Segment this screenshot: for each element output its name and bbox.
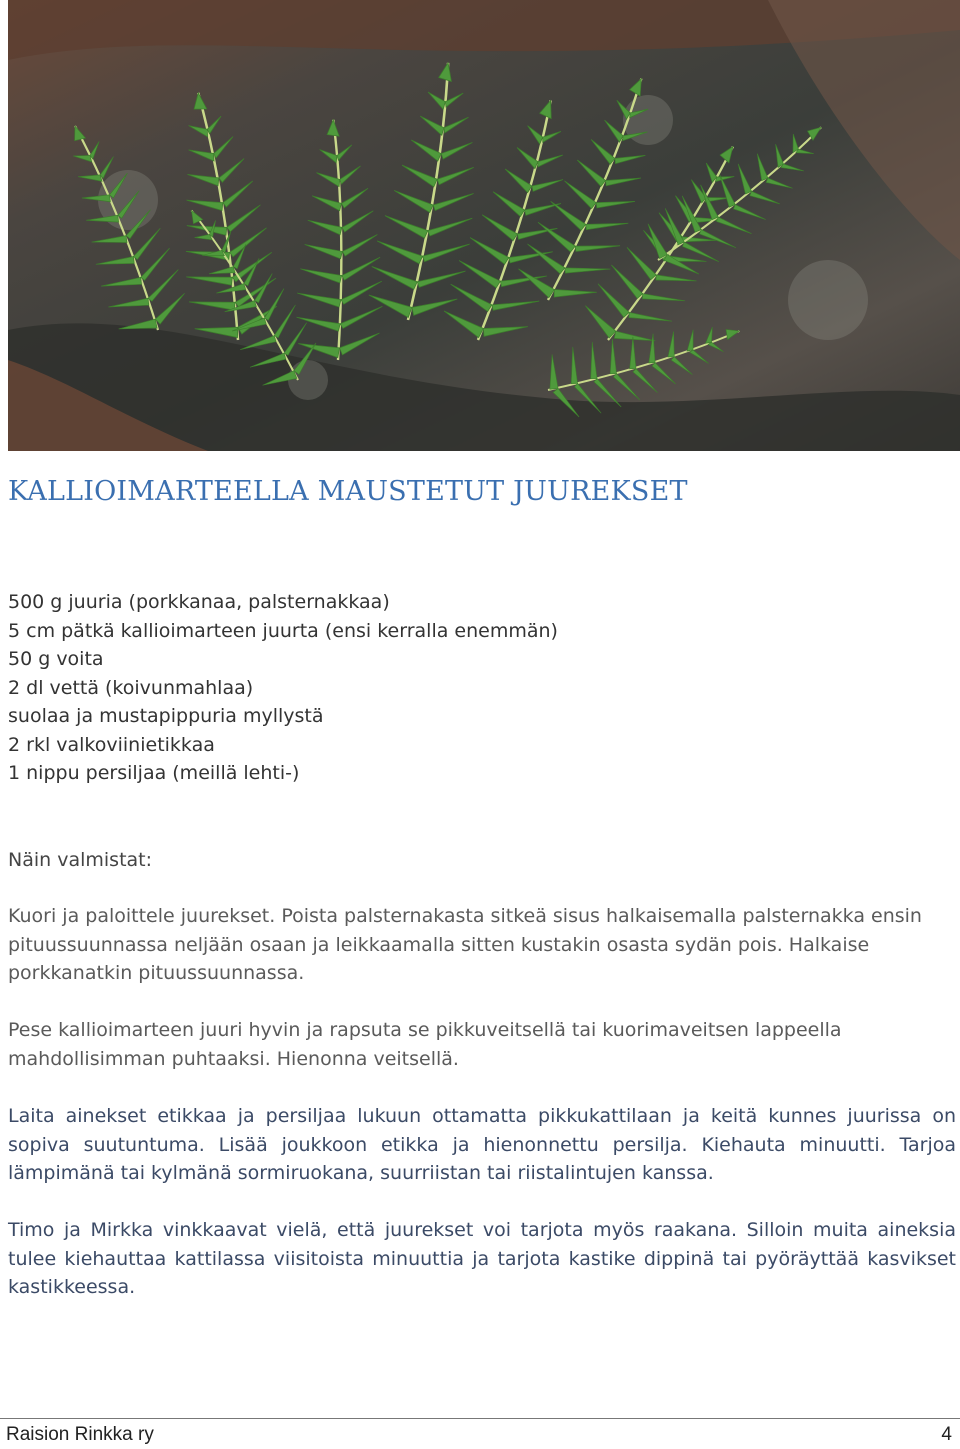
instruction-step: Timo ja Mirkka vinkkaavat vielä, että juurekset voi tarjota myös raakana. Silloin muita aineksia tulee kiehauttaa kattilassa viisitoista minuuttia ja tarjota kastike dippinä tai pyöräyttää kasvikset kastikkeessa. xyxy=(8,1219,956,1298)
ingredient-item: 2 rkl valkoviinietikkaa xyxy=(8,733,215,756)
ingredient-item: 50 g voita xyxy=(8,648,104,670)
page-footer xyxy=(0,1418,960,1449)
instructions-heading: Näin valmistat: xyxy=(8,849,153,871)
fern-photo-graphic xyxy=(8,0,960,451)
page-number: 4 xyxy=(941,1424,952,1445)
footer-organization: Raision Rinkka ry xyxy=(6,1424,154,1445)
fern-photo xyxy=(8,0,960,451)
ingredient-item: 1 nippu persiljaa (meillä lehti-) xyxy=(8,762,300,784)
ingredient-item: 5 cm pätkä kallioimarteen juurta (ensi kerralla enemmän) xyxy=(8,619,558,642)
ingredient-item: 2 dl vettä (koivunmahlaa) xyxy=(8,676,254,699)
instruction-step: Pese kallioimarteen juuri hyvin ja rapsuta se pikkuveitsellä tai kuorimaveitsen lappeella mahdollisimman puhtaaksi. Hienonna veitsellä. xyxy=(8,1019,842,1070)
recipe-title: KALLIOIMARTEELLA MAUSTETUT JUUREKSET xyxy=(8,476,688,507)
instruction-step: Laita ainekset etikkaa ja persiljaa lukuun ottamatta pikkukattilaan ja keitä kunnes juurissa on sopiva suutuntuma. Lisää joukkoon etikka ja hienonnettu persilja. Kiehauta minuutti. Tarjoa lämpimänä tai kylmänä sormiruokana, suurriistan tai riistalintujen kanssa. xyxy=(8,1105,956,1184)
ingredient-list xyxy=(8,588,558,788)
ingredient-item: 500 g juuria (porkkanaa, palsternakkaa) xyxy=(8,591,390,613)
instruction-step: Kuori ja paloittele juurekset. Poista palsternakasta sitkeä sisus halkaisemalla palsternakka ensin pituussuunnassa neljään osaan ja leikkaamalla sitten kustakin osasta sydän pois. Halkaise porkkanatkin pituussuunnassa. xyxy=(8,905,922,984)
ingredient-item: suolaa ja mustapippuria myllystä xyxy=(8,705,324,727)
